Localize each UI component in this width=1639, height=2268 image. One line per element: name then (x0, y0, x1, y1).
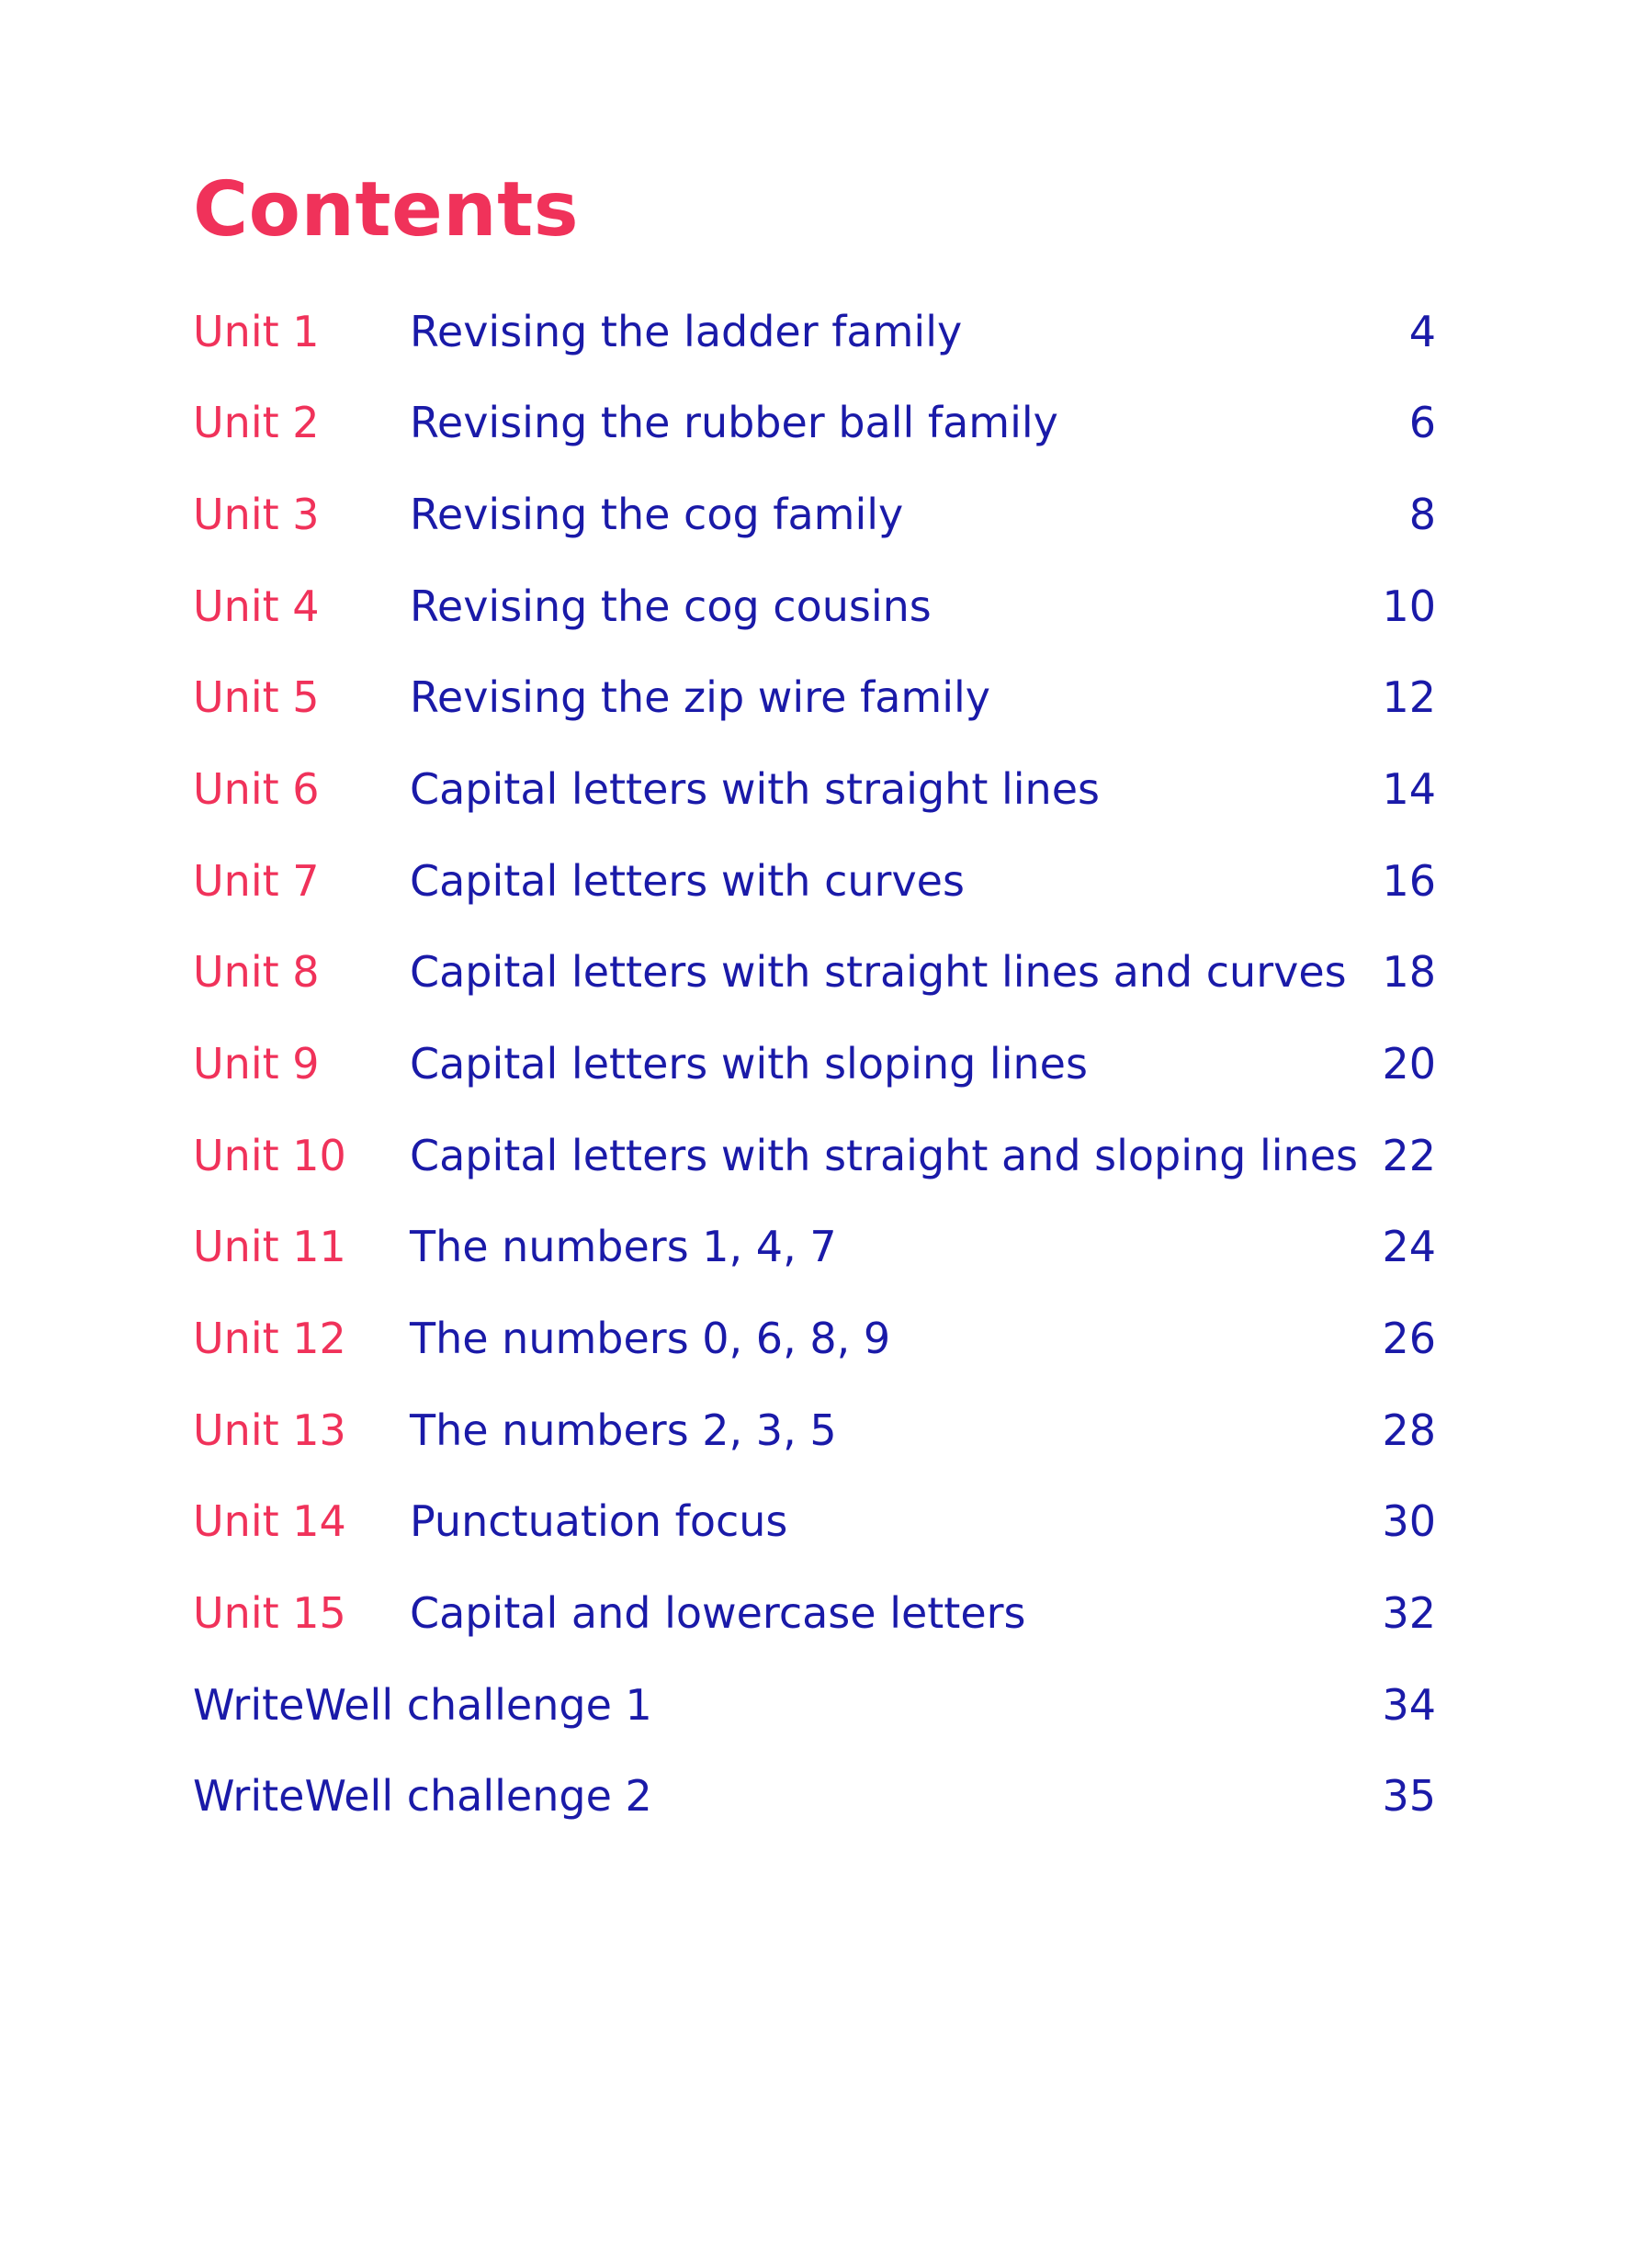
unit-title: The numbers 0, 6, 8, 9 (410, 1314, 891, 1363)
unit-title: The numbers 1, 4, 7 (410, 1222, 837, 1271)
unit-label: Unit 3 (193, 490, 320, 539)
page-number: 22 (1382, 1131, 1436, 1180)
page-number: 20 (1382, 1039, 1436, 1089)
page-number: 12 (1382, 672, 1436, 722)
page-number: 28 (1382, 1405, 1436, 1455)
toc-row-unit-5[interactable] (0, 665, 1639, 729)
unit-label: Unit 8 (193, 947, 320, 997)
toc-row-unit-7[interactable] (0, 849, 1639, 913)
unit-title: Capital letters with straight lines and curves (410, 947, 1347, 997)
unit-label: Unit 2 (193, 398, 320, 447)
unit-label: Unit 7 (193, 856, 320, 906)
page-number: 30 (1382, 1496, 1436, 1546)
toc-row-challenge-2[interactable] (0, 1764, 1639, 1828)
unit-label: Unit 13 (193, 1405, 346, 1455)
toc-row-unit-13[interactable] (0, 1398, 1639, 1462)
toc-row-unit-14[interactable] (0, 1489, 1639, 1553)
unit-label: Unit 11 (193, 1222, 346, 1271)
toc-row-unit-12[interactable] (0, 1306, 1639, 1371)
unit-label: Unit 6 (193, 764, 320, 814)
page-number: 24 (1382, 1222, 1436, 1271)
toc-row-unit-1[interactable] (0, 299, 1639, 364)
unit-title: Punctuation focus (410, 1496, 788, 1546)
toc-row-unit-8[interactable] (0, 940, 1639, 1004)
page-number: 4 (1408, 307, 1436, 356)
unit-title: Capital letters with straight and sloping lines (410, 1131, 1358, 1180)
unit-label: Unit 5 (193, 672, 320, 722)
page-number: 26 (1382, 1314, 1436, 1363)
page-number: 34 (1382, 1680, 1436, 1730)
unit-title: Revising the cog family (410, 490, 904, 539)
page-number: 18 (1382, 947, 1436, 997)
page-title: Contents (193, 166, 580, 254)
page-number: 6 (1408, 398, 1436, 447)
page-number: 32 (1382, 1588, 1436, 1638)
unit-title: Capital letters with straight lines (410, 764, 1100, 814)
unit-label: Unit 1 (193, 307, 320, 356)
toc-row-unit-9[interactable] (0, 1032, 1639, 1096)
challenge-title: WriteWell challenge 1 (193, 1680, 652, 1730)
unit-title: Capital letters with sloping lines (410, 1039, 1088, 1089)
unit-label: Unit 9 (193, 1039, 320, 1089)
unit-label: Unit 15 (193, 1588, 346, 1638)
unit-title: Revising the cog cousins (410, 581, 932, 631)
toc-row-unit-4[interactable] (0, 574, 1639, 638)
unit-title: Revising the zip wire family (410, 672, 990, 722)
unit-label: Unit 12 (193, 1314, 346, 1363)
unit-label: Unit 14 (193, 1496, 346, 1546)
toc-row-unit-2[interactable] (0, 390, 1639, 455)
toc-row-unit-11[interactable] (0, 1214, 1639, 1279)
page-number: 35 (1382, 1771, 1436, 1821)
unit-label: Unit 4 (193, 581, 320, 631)
unit-title: Capital letters with curves (410, 856, 965, 906)
page-number: 8 (1408, 490, 1436, 539)
toc-row-unit-6[interactable] (0, 757, 1639, 821)
challenge-title: WriteWell challenge 2 (193, 1771, 652, 1821)
page-number: 16 (1382, 856, 1436, 906)
page-number: 14 (1382, 764, 1436, 814)
toc-row-unit-10[interactable] (0, 1123, 1639, 1188)
unit-label: Unit 10 (193, 1131, 346, 1180)
unit-title: Revising the rubber ball family (410, 398, 1058, 447)
toc-row-unit-15[interactable] (0, 1581, 1639, 1645)
page-number: 10 (1382, 581, 1436, 631)
unit-title: Revising the ladder family (410, 307, 963, 356)
unit-title: Capital and lowercase letters (410, 1588, 1026, 1638)
toc-row-unit-3[interactable] (0, 482, 1639, 547)
toc-row-challenge-1[interactable] (0, 1673, 1639, 1737)
unit-title: The numbers 2, 3, 5 (410, 1405, 837, 1455)
